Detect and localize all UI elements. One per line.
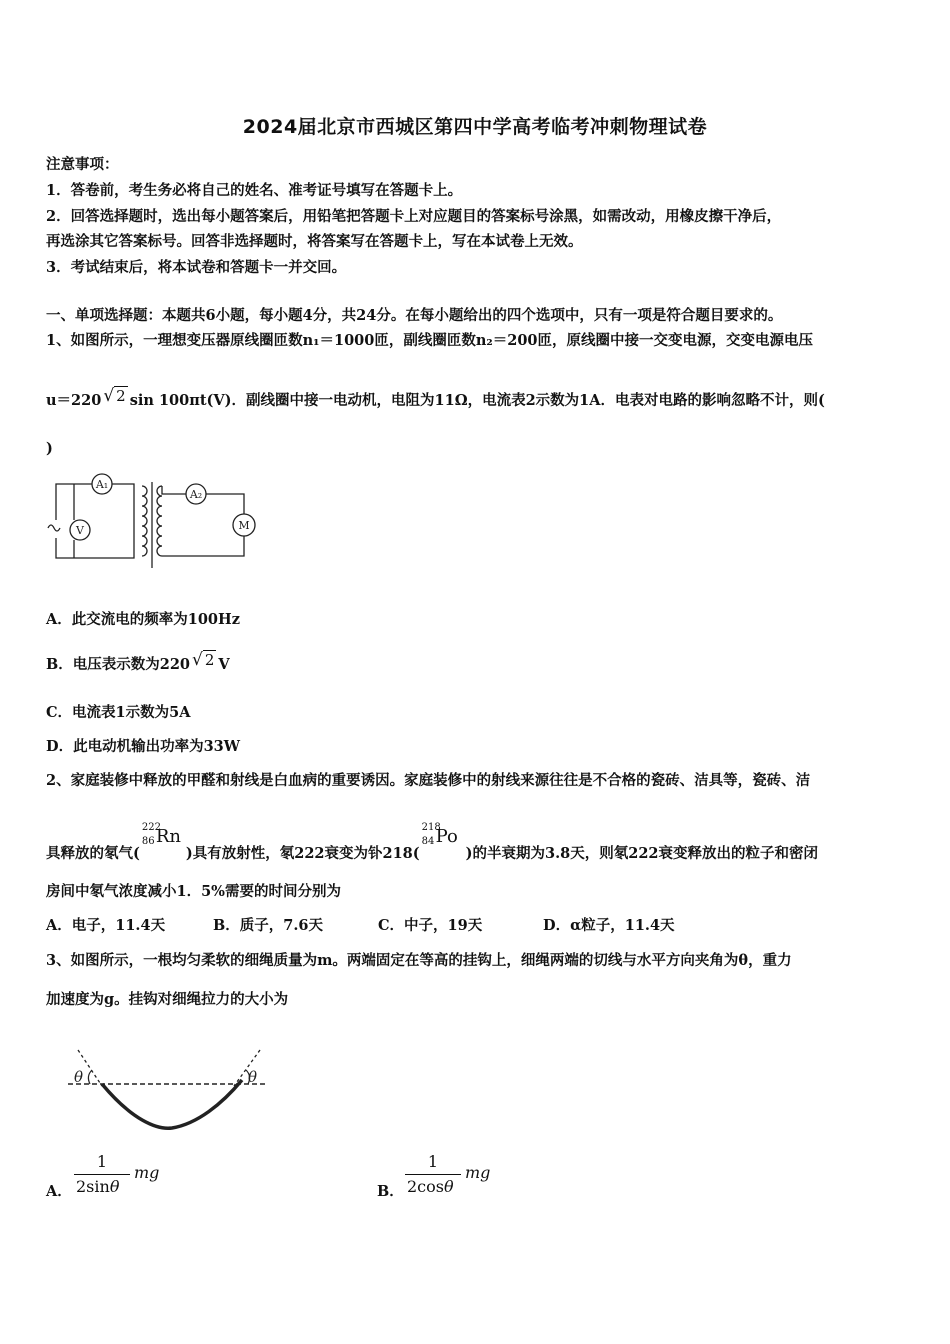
q3-option-a-label: A． (46, 1183, 72, 1200)
denominator-text: 2cos (407, 1177, 444, 1196)
theta-symbol: θ (109, 1177, 120, 1196)
radon-symbol: Rn (155, 826, 182, 847)
notes-item-1: 1．答卷前，考生务必将自己的姓名、准考证号填写在答题卡上。 (46, 182, 463, 199)
sqrt-symbol: √ 2 (103, 386, 126, 406)
fraction-denominator (407, 1177, 454, 1196)
fraction-bar (74, 1174, 130, 1175)
transformer-circuit-diagram (44, 468, 270, 570)
q3-option-a-formula (74, 1152, 184, 1202)
denominator-text: 2sin (76, 1177, 110, 1196)
ammeter-a1-label: A₁ (95, 478, 109, 491)
polonium-symbol: Po (435, 826, 458, 847)
notes-item-2-cont: 再选涂其它答案标号。回答非选择题时，将答案写在答题卡上，写在本试卷上无效。 (46, 233, 583, 250)
q1-stem-line1: 1、如图所示，一理想变压器原线圈匝数n₁＝1000匝，副线圈匝数n₂＝200匝，原线圈中接一交变电源，交变电源电压 (46, 332, 813, 349)
q1-stem-line3: ) (46, 440, 53, 457)
q2-stem-line3: 房间中氡气浓度减小1．5%需要的时间分别为 (46, 883, 341, 900)
radon-mass-number: 222 (141, 822, 161, 833)
fraction-bar (405, 1174, 461, 1175)
q1-option-d: D．此电动机输出功率为33W (46, 738, 241, 755)
ammeter-a2-label: A₂ (189, 488, 203, 501)
q1-option-b-prefix: B．电压表示数为220 (46, 656, 191, 673)
q1-stem-line2 (46, 386, 825, 410)
notes-item-3: 3．考试结束后，将本试卷和答题卡一并交回。 (46, 259, 347, 276)
theta-right-label: θ (248, 1068, 258, 1086)
q1-option-c: C．电流表1示数为5A (46, 704, 191, 721)
radon-atomic-number: 86 (141, 836, 155, 847)
polonium-nuclide (420, 822, 466, 856)
notes-heading: 注意事项： (46, 156, 119, 173)
theta-symbol: θ (443, 1177, 454, 1196)
q3-option-b-formula (405, 1152, 515, 1202)
fraction-numerator: 1 (96, 1152, 108, 1171)
q2-stem-line2 (46, 822, 818, 863)
q2-option-d: D．α粒子，11.4天 (543, 917, 675, 934)
sqrt-argument: 2 (116, 387, 126, 405)
theta-left-label: θ (74, 1068, 84, 1086)
q2-stem-line1: 2、家庭装修中释放的甲醛和射线是白血病的重要诱因。家庭装修中的射线来源往往是不合格的瓷砖、洁具等，瓷砖、洁 (46, 772, 811, 789)
voltmeter-label: V (76, 524, 84, 537)
q1-option-b-suffix: V (218, 656, 230, 673)
rope-diagram (62, 1040, 272, 1136)
q2-text-a: 具释放的氡气( (46, 845, 140, 862)
q2-text-b: )具有放射性，氡222衰变为钋218( (185, 845, 420, 862)
mg-term: mg (465, 1163, 491, 1182)
polonium-mass-number: 218 (421, 822, 441, 833)
q2-option-b: B．质子，7.6天 (213, 917, 323, 934)
q1-voltage-prefix: u＝220 (46, 392, 102, 409)
motor-label: M (238, 519, 250, 532)
q1-option-b (46, 650, 230, 674)
sqrt-symbol: √ 2 (192, 650, 215, 670)
fraction-numerator: 1 (427, 1152, 439, 1171)
mg-term: mg (134, 1163, 160, 1182)
notes-item-2: 2．回答选择题时，选出每小题答案后，用铅笔把答题卡上对应题目的答案标号涂黑，如需改动，用橡皮擦干净后， (46, 208, 782, 225)
q1-voltage-suffix: sin 100πt(V)．副线圈中接一电动机，电阻为11Ω，电流表2示数为1A．电表对电路的影响忽略不计，则( (129, 392, 825, 409)
q2-option-c: C．中子，19天 (378, 917, 483, 934)
q2-text-c: )的半衰期为3.8天，则氡222衰变释放出的粒子和密闭 (465, 845, 818, 862)
q2-option-a: A．电子，11.4天 (46, 917, 166, 934)
q3-option-b-label: B． (377, 1183, 404, 1200)
section-heading: 一、单项选择题：本题共6小题，每小题4分，共24分。在每小题给出的四个选项中，只有一项是符合题目要求的。 (46, 307, 783, 324)
q3-stem-line2: 加速度为g。挂钩对细绳拉力的大小为 (46, 991, 289, 1008)
fraction-denominator (76, 1177, 119, 1196)
polonium-atomic-number: 84 (421, 836, 435, 847)
sqrt-argument: 2 (204, 651, 215, 669)
page-title: 2024届北京市西城区第四中学高考临考冲刺物理试卷 (242, 116, 708, 138)
radon-nuclide (140, 822, 186, 856)
q1-option-a: A．此交流电的频率为100Hz (46, 611, 240, 628)
q3-stem-line1: 3、如图所示，一根均匀柔软的细绳质量为m。两端固定在等高的挂钩上，细绳两端的切线与水平方向夹角为θ，重力 (46, 952, 792, 969)
